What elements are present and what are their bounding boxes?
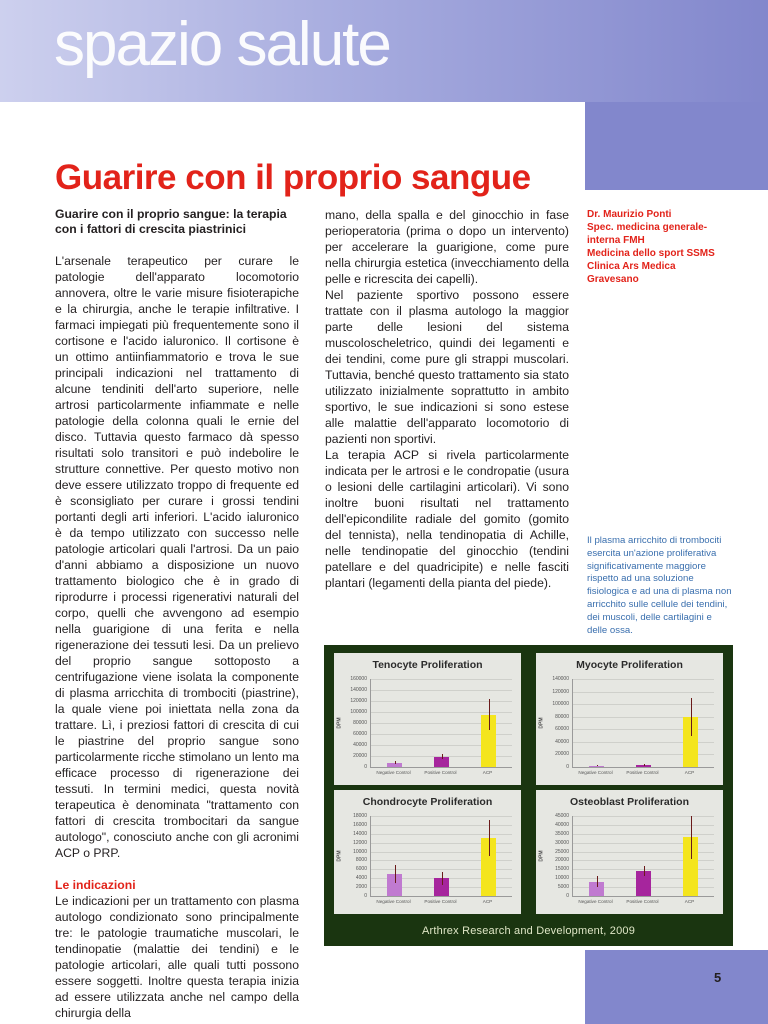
chart-myocyte-x-tick-label: ACP (684, 770, 695, 775)
chart-myocyte-y-axis-label: DPM (538, 717, 545, 729)
chart-osteoblast-y-tick-label: 5000 (557, 884, 569, 891)
chart-tenocyte-y-tick-label: 140000 (350, 687, 367, 693)
figure-caption: Il plasma arricchito di trombociti esercita un'azione proliferativa significativamente maggiore rispetto ad una soluzione fisiologica e ad una di plasma non arricchito sulle cellule dei tendini, dei muscoli, delle cartilagini e delle ossa. (587, 535, 732, 636)
chart-chondrocyte-gridline (371, 834, 512, 835)
article-column-2 (325, 207, 569, 591)
chart-myocyte-gridline (573, 704, 714, 705)
article-title: Guarire con il proprio sangue (55, 158, 531, 197)
chart-myocyte-y-tick-label: 60000 (555, 726, 569, 733)
author-line: Clinica Ars Medica (587, 261, 676, 272)
article-subtitle: Guarire con il proprio sangue: la terapia con i fattori di crescita piastrinici (55, 207, 287, 236)
author-line: interna FMH (587, 235, 645, 246)
chart-osteoblast-y-axis-label: DPM (538, 850, 545, 862)
article-paragraph: mano, della spalla e del ginocchio in fase perioperatoria (prima o dopo un intervento) per accelerare la guarigione, come pure nella chirurgia estetica (invecchiamento della pelle e ricrescita dei capelli). (325, 208, 569, 286)
chart-osteoblast-y-tick-label: 0 (566, 893, 569, 899)
chart-tenocyte-y-tick-label: 20000 (353, 753, 367, 759)
chart-chondrocyte-y-tick-label: 10000 (353, 848, 367, 855)
chart-chondrocyte-error-bar (395, 865, 396, 883)
author-line: Medicina dello sport SSMS (587, 248, 715, 259)
chart-osteoblast-y-tick-label: 25000 (555, 848, 569, 855)
chart-osteoblast-gridline (573, 816, 714, 817)
chart-tenocyte-y-axis-label: DPM (336, 717, 343, 729)
chart-osteoblast-x-tick-label: Negative Control (578, 899, 613, 904)
chart-osteoblast-y-tick-label: 40000 (555, 821, 569, 828)
chart-myocyte-y-tick-label: 140000 (552, 676, 569, 682)
chart-osteoblast-y-tick-label: 35000 (555, 830, 569, 837)
chart-tenocyte-title: Tenocyte Proliferation (372, 659, 483, 671)
chart-chondrocyte-y-tick-label: 6000 (355, 866, 367, 873)
proliferation-figure (324, 645, 733, 946)
chart-tenocyte-y-tick-label: 40000 (353, 742, 367, 748)
chart-myocyte-y-tick-label: 120000 (552, 688, 569, 695)
chart-tenocyte-y-tick-label: 120000 (350, 698, 367, 704)
chart-chondrocyte-gridline (371, 825, 512, 826)
chart-osteoblast-x-tick-label: Positive Control (626, 899, 659, 904)
chart-chondrocyte-y-tick-label: 14000 (353, 830, 367, 837)
chart-tenocyte-error-bar (489, 699, 490, 730)
chart-chondrocyte-y-tick-label: 2000 (355, 884, 367, 891)
chart-osteoblast-error-bar (644, 866, 645, 877)
chart-chondrocyte-y-tick-label: 16000 (353, 821, 367, 828)
chart-myocyte-y-tick-label: 80000 (555, 713, 569, 720)
chart-osteoblast-y-tick-label: 20000 (555, 857, 569, 864)
chart-tenocyte-error-bar (442, 754, 443, 760)
section-heading: Le indicazioni (55, 878, 136, 892)
chart-osteoblast-plot-area (572, 816, 714, 897)
chart-tenocyte-x-tick-label: Positive Control (424, 770, 457, 775)
chart-tenocyte-y-tick-label: 0 (364, 764, 367, 770)
side-color-band-top (585, 102, 768, 190)
chart-tenocyte-error-bar (395, 761, 396, 764)
chart-myocyte-error-bar (597, 765, 598, 766)
chart-myocyte-y-tick-label: 0 (566, 764, 569, 770)
chart-myocyte-error-bar (644, 764, 645, 766)
section-title: spazio salute (54, 10, 390, 79)
article-paragraph: L'arsenale terapeutico per curare le patologie dell'apparato locomotorio annovera, oltre le varie misure fisioterapiche e la chirurgia, anche le terapie infiltrative. I farmaci impiegati più frequentemente sono il cortisone e l'acido ialuronico. Il cortisone è un ottimo antiinfiammatorio e trova le sue principali indicazioni nel trattamento di alcune tendiniti dell'arto superiore, nelle artrosi particolarmente infiammate e nelle patologie della colonna quali le ernie del disco. Tuttavia questo farmaco dà spesso risultati solo transitori e può indebolire le strutture connettive. Per questo motivo non deve essere utilizzato troppo di frequente ed è sconsigliato per curare i grossi tendini portanti degli arti inferiori. L'acido ialuronico è da tempo utilizzato con successo nelle patologie articolari quali l'artrosi. Da un paio d'anni abbiamo a disposizione un nuovo trattamento biologico che è in grado di riprodurre i processi rigenerativi naturali del corpo, quelli che avvengono ad esempio nella guarigione di una ferita e nella rigenerazione dei tessuti lesi. Da un prelievo del proprio sangue sottoposto a centrifugazione viene isolata la componente di plasma arricchita di trombociti (piastrine), la quale viene poi iniettata nella zona da trattare. Lì, i preziosi fattori di crescita di cui le piastrine del proprio sangue sono particolarmente ricche stimolano un lento ma efficace processo di rigenerazione dei tessuti. In termini medici, questa novità terapeutica è denominata "trattamento con fattori di crescita trombocitari da sangue autologo", conosciuto anche con gli acronimi ACP o PRP. (55, 254, 299, 860)
author-box (587, 208, 727, 286)
chart-myocyte-x-tick-label: Negative Control (578, 770, 613, 775)
chart-chondrocyte-error-bar (442, 872, 443, 885)
chart-tenocyte-gridline (371, 690, 512, 691)
chart-chondrocyte-y-tick-label: 8000 (355, 857, 367, 864)
chart-myocyte-error-bar (691, 698, 692, 736)
chart-chondrocyte-y-tick-label: 12000 (353, 839, 367, 846)
chart-myocyte-x-tick-label: Positive Control (626, 770, 659, 775)
chart-tenocyte-gridline (371, 701, 512, 702)
chart-osteoblast-gridline (573, 825, 714, 826)
chart-chondrocyte-plot-area (370, 816, 512, 897)
chart-osteoblast-panel (536, 790, 723, 914)
chart-osteoblast-gridline (573, 834, 714, 835)
chart-tenocyte-gridline (371, 712, 512, 713)
chart-osteoblast-y-tick-label: 45000 (555, 813, 569, 819)
chart-chondrocyte-gridline (371, 816, 512, 817)
chart-myocyte-gridline (573, 679, 714, 680)
chart-osteoblast-y-tick-label: 30000 (555, 839, 569, 846)
chart-myocyte-gridline (573, 692, 714, 693)
chart-tenocyte-gridline (371, 679, 512, 680)
article-paragraph: La terapia ACP si rivela particolarmente indicata per le artrosi e le condropatie (usura o lesioni delle cartilagini articolari). Vi sono inoltre buoni risultati nel trattamento dell'epicondilite radiale del gomito (gomito del tennista), nella tendinopatia di Achille, nelle tendinopatie del ginocchio (tendini patellare e del quadricipite) e nelle fasciti plantari (legamenti della pianta del piede). (325, 448, 569, 590)
chart-chondrocyte-y-tick-label: 18000 (353, 813, 367, 819)
chart-chondrocyte-y-axis-label: DPM (336, 850, 343, 862)
chart-myocyte-y-tick-label: 100000 (552, 701, 569, 708)
chart-chondrocyte-x-tick-label: Negative Control (376, 899, 411, 904)
chart-osteoblast-y-tick-label: 15000 (555, 866, 569, 873)
chart-tenocyte-y-tick-label: 160000 (350, 676, 367, 682)
author-line: Gravesano (587, 274, 639, 285)
chart-myocyte-panel (536, 653, 723, 785)
chart-tenocyte-x-tick-label: Negative Control (376, 770, 411, 775)
chart-tenocyte-y-tick-label: 80000 (353, 720, 367, 726)
chart-osteoblast-x-tick-label: ACP (684, 899, 695, 904)
chart-myocyte-title: Myocyte Proliferation (576, 659, 683, 671)
chart-myocyte-y-tick-label: 20000 (555, 751, 569, 758)
chart-tenocyte-panel (334, 653, 521, 785)
chart-tenocyte-y-tick-label: 60000 (353, 731, 367, 737)
chart-osteoblast-error-bar (597, 876, 598, 887)
chart-tenocyte-x-tick-label: ACP (482, 770, 493, 775)
chart-chondrocyte-y-tick-label: 4000 (355, 875, 367, 882)
chart-chondrocyte-panel (334, 790, 521, 914)
chart-chondrocyte-x-tick-label: ACP (482, 899, 493, 904)
author-line: Spec. medicina generale- (587, 222, 708, 233)
chart-osteoblast-error-bar (691, 816, 692, 859)
chart-chondrocyte-title: Chondrocyte Proliferation (362, 796, 493, 808)
side-color-band-bottom (585, 950, 768, 1024)
article-paragraph: Nel paziente sportivo possono essere trattate con il plasma autologo la maggior parte delle lesioni del sistema muscoloscheletrico, quindi dei legamenti e dei tendini, come pure gli strappi muscolari. Tuttavia, benché questo trattamento sia stato utilizzato inizialmente soprattutto in ambito sportivo, le sue indicazioni si sono estese alle malattie dell'apparato locomotorio di pazienti non sportivi. (325, 288, 569, 446)
chart-osteoblast-y-tick-label: 10000 (555, 875, 569, 882)
chart-chondrocyte-x-tick-label: Positive Control (424, 899, 457, 904)
article-paragraph: Le indicazioni per un trattamento con plasma autologo condizionato sono principalmente tre: le patologie traumatiche muscolari, le tendinopatie (malattie dei tendini) e le patologie articolari, alle quali tutti possono essere soggetti. Inoltre questa terapia inizia ad essere utilizzata anche nel campo della chirurgia della (55, 894, 299, 1020)
chart-chondrocyte-y-tick-label: 0 (364, 893, 367, 899)
author-line: Dr. Maurizio Ponti (587, 209, 672, 220)
article-column-1 (55, 207, 299, 1021)
figure-credit: Arthrex Research and Development, 2009 (421, 925, 636, 937)
chart-chondrocyte-error-bar (489, 820, 490, 856)
chart-osteoblast-title: Osteoblast Proliferation (569, 796, 690, 808)
chart-myocyte-y-tick-label: 40000 (555, 738, 569, 745)
page-number: 5 (714, 970, 722, 985)
section-header (0, 0, 768, 102)
chart-myocyte-plot-area (572, 679, 714, 768)
chart-tenocyte-plot-area (370, 679, 512, 768)
chart-tenocyte-y-tick-label: 100000 (350, 709, 367, 715)
